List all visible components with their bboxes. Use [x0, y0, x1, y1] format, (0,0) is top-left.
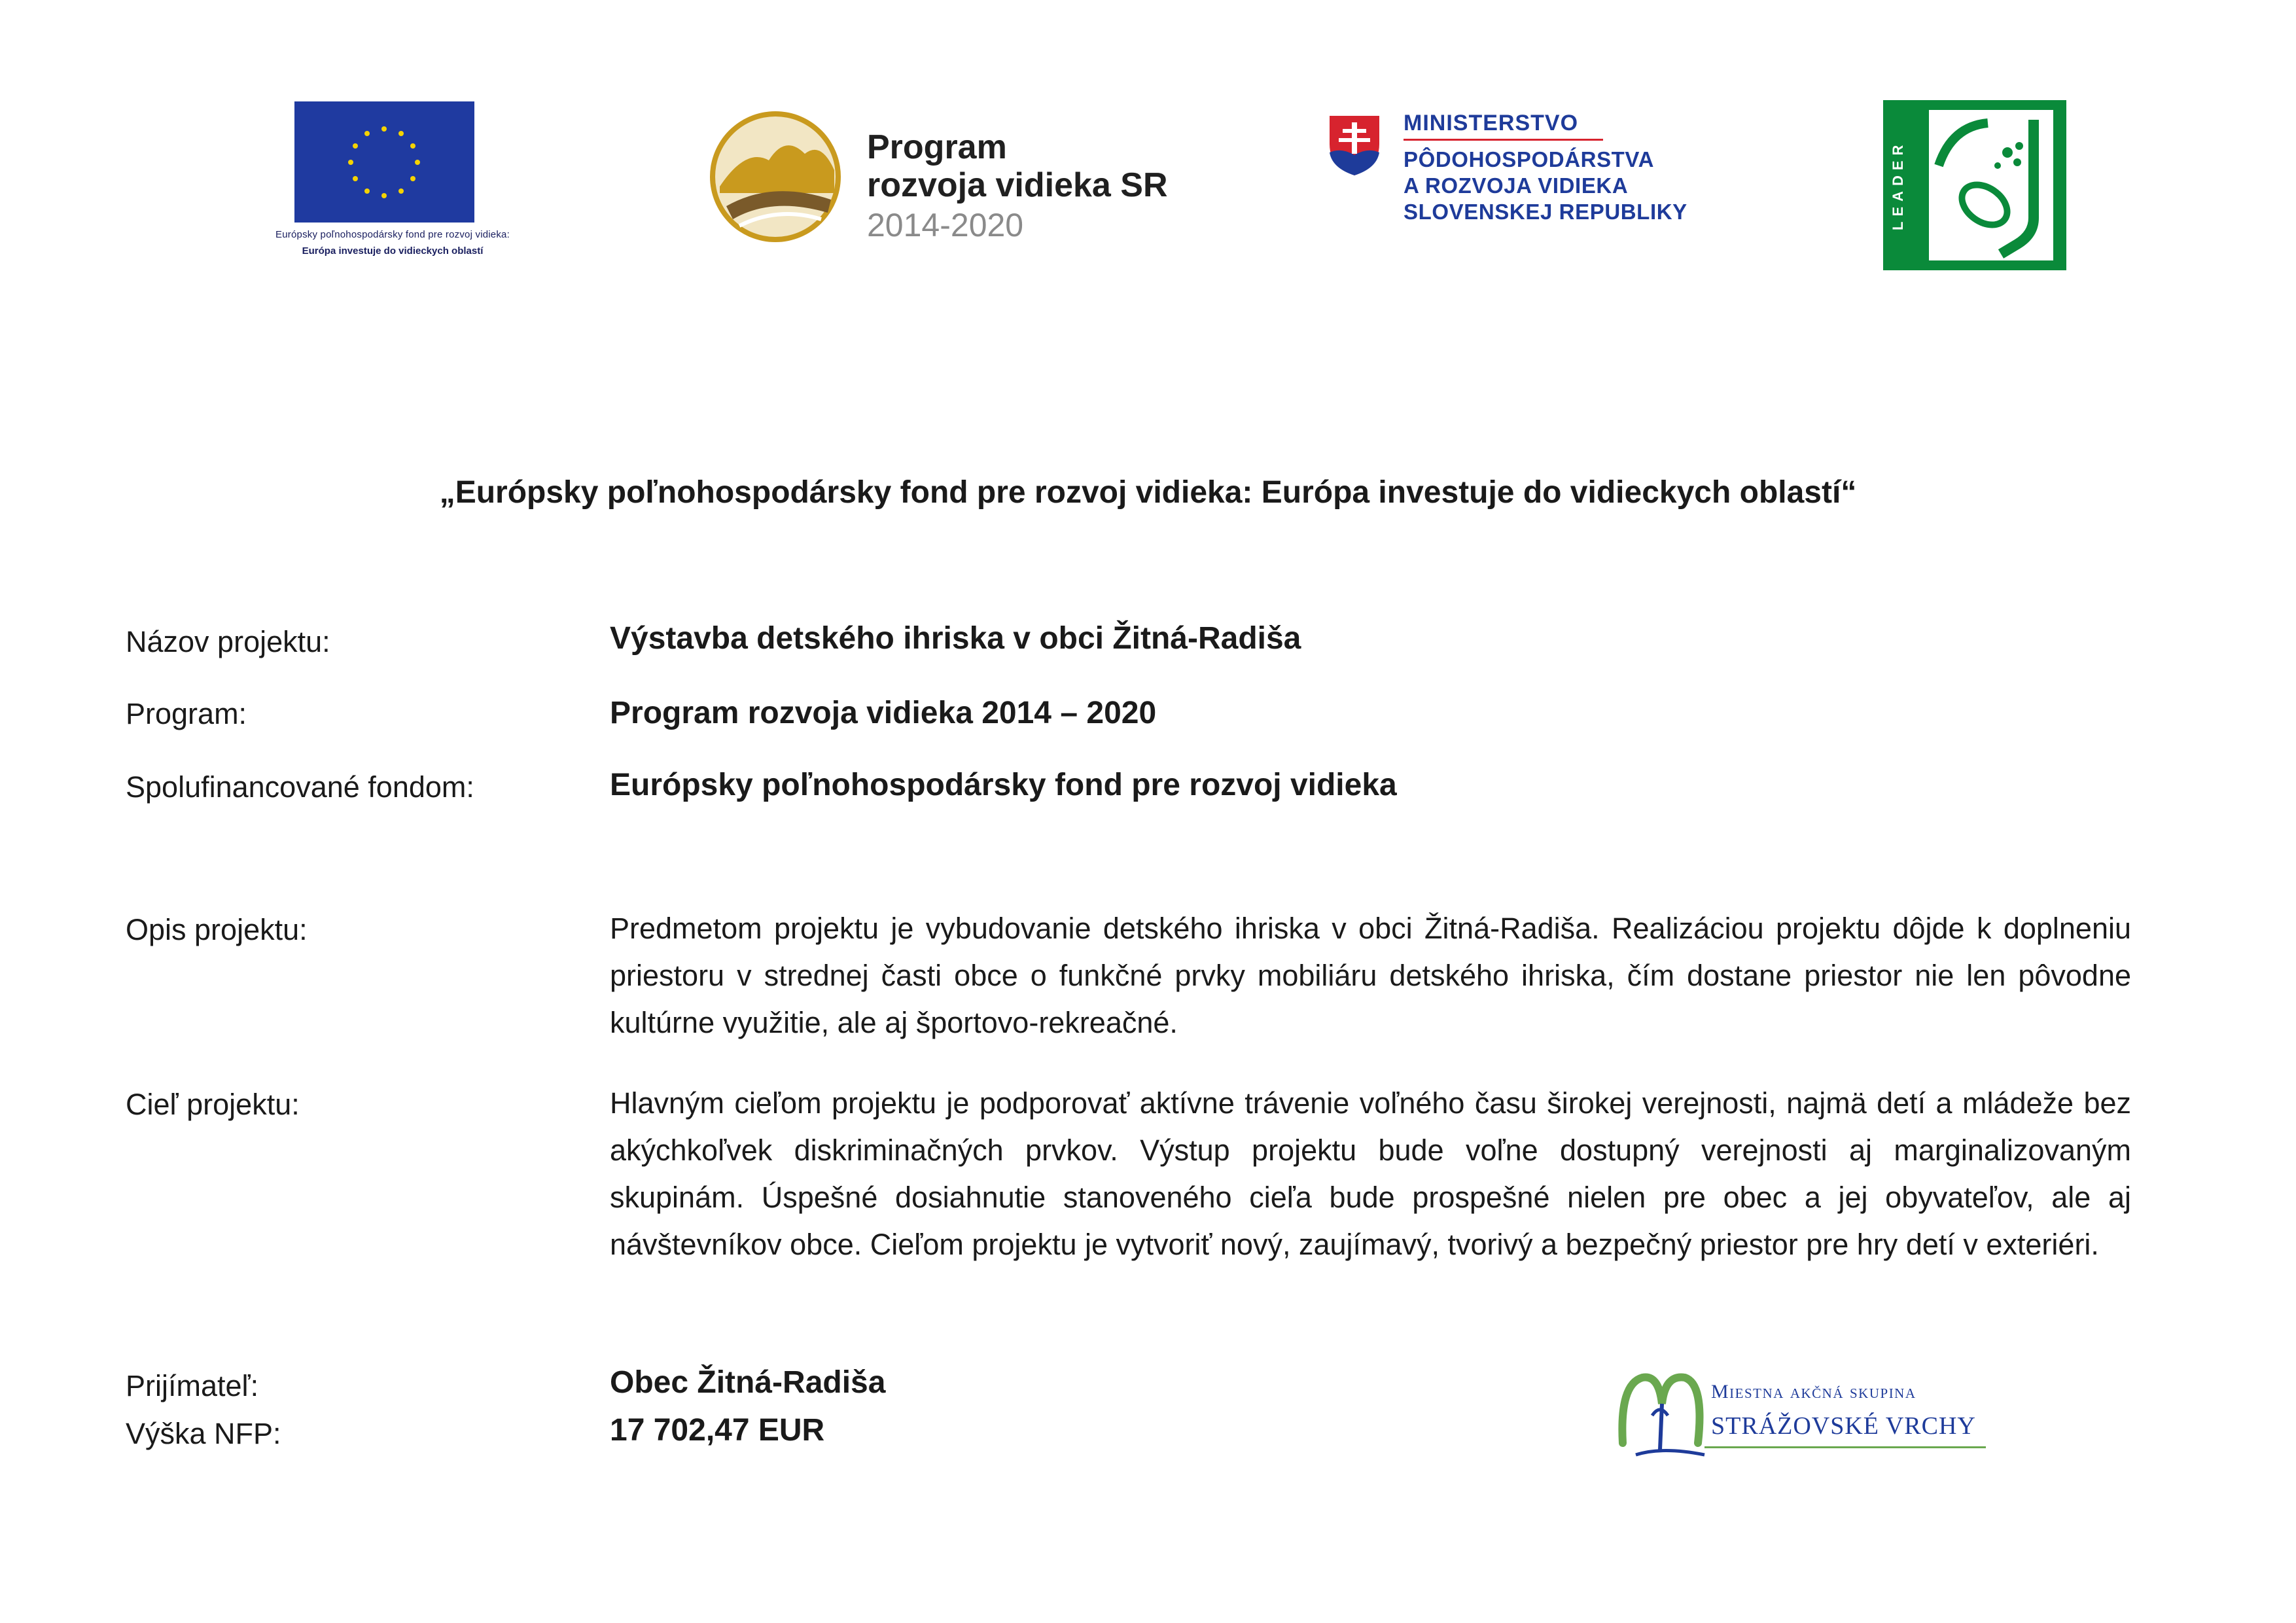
eu-flag-icon [294, 101, 474, 223]
mas-underline [1704, 1446, 1986, 1448]
leader-logo [1883, 100, 2066, 270]
fond-value: Európsky poľnohospodársky fond pre rozvoj vidieka [610, 768, 1397, 802]
leader-emblem-icon [1922, 107, 2060, 264]
leader-label: LEADER [1890, 139, 1906, 231]
eu-logo [164, 98, 622, 294]
nfp-value: 17 702,47 EUR [610, 1413, 825, 1448]
ciel-label: Cieľ projektu: [126, 1088, 300, 1121]
eu-caption-line1: Európsky poľnohospodársky fond pre rozvoj vidieka: [275, 229, 510, 240]
ministry-line4: SLOVENSKEJ REPUBLIKY [1404, 200, 1687, 224]
ciel-text: Hlavným cieľom projektu je podporovať aktívne trávenie voľného času širokej verejnosti, najmä detí a mládeže bez akýchkoľvek diskriminačných prvkov. Výstup projektu bude voľne dostupný verejnosti aj marginalizovaným skupinám. Úspešné dosiahnutie stanoveného cieľa bude prospešné nielen pre obec a jej obyvateľov, ale aj návštevníkov obce. Cieľom projektu je vytvoriť nový, zaujímavý, tvorivý a bezpečný priestor pre hry detí v exteriéri. [610, 1086, 2131, 1261]
slovak-coat-of-arms-icon [1328, 115, 1381, 177]
prijimatel-label: Prijímateľ: [126, 1369, 259, 1402]
nazov-label: Názov projektu: [126, 625, 330, 658]
opis-text: Predmetom projektu je vybudovanie detského ihriska v obci Žitná-Radiša. Realizáciou projektu dôjde k doplneniu priestoru v strednej časti obce o funkčné prvky mobiliáru detského ihriska, čím dostane priestor nie len pôvodne kultúrne využitie, ale aj športovo-rekreačné. [610, 912, 2131, 1039]
mas-logo [1613, 1358, 1992, 1463]
program-value: Program rozvoja vidieka 2014 – 2020 [610, 696, 1157, 730]
mas-emblem-icon [1613, 1358, 1711, 1463]
mas-line1: Miestna akčná skupina [1711, 1381, 1916, 1402]
ministry-line2: PÔDOHOSPODÁRSTVA [1404, 147, 1655, 171]
prijimatel-value: Obec Žitná-Radiša [610, 1365, 886, 1400]
ministry-divider [1404, 139, 1603, 141]
ministry-logo [1328, 108, 1734, 239]
prv-title-line1: Program [867, 128, 1007, 166]
nazov-value: Výstavba detského ihriska v obci Žitná-Radiša [610, 621, 1301, 656]
opis-label: Opis projektu: [126, 913, 308, 946]
mas-line2: STRÁŽOVSKÉ VRCHY [1711, 1412, 1976, 1440]
slogan: „Európsky poľnohospodársky fond pre rozvoj vidieka: Európa investuje do vidieckych oblastí“ [439, 475, 1857, 510]
prv-emblem-icon [707, 108, 844, 245]
prv-logo [707, 108, 1217, 252]
program-label: Program: [126, 697, 247, 730]
ministry-line1: MINISTERSTVO [1404, 111, 1579, 135]
prv-years: 2014-2020 [867, 207, 1024, 243]
nfp-label: Výška NFP: [126, 1417, 281, 1450]
fond-label: Spolufinancované fondom: [126, 770, 474, 804]
prv-title-line2: rozvoja vidieka SR [867, 166, 1168, 204]
eu-caption-line2: Európa investuje do vidieckych oblastí [302, 245, 484, 257]
ministry-line3: A ROZVOJA VIDIEKA [1404, 173, 1629, 198]
